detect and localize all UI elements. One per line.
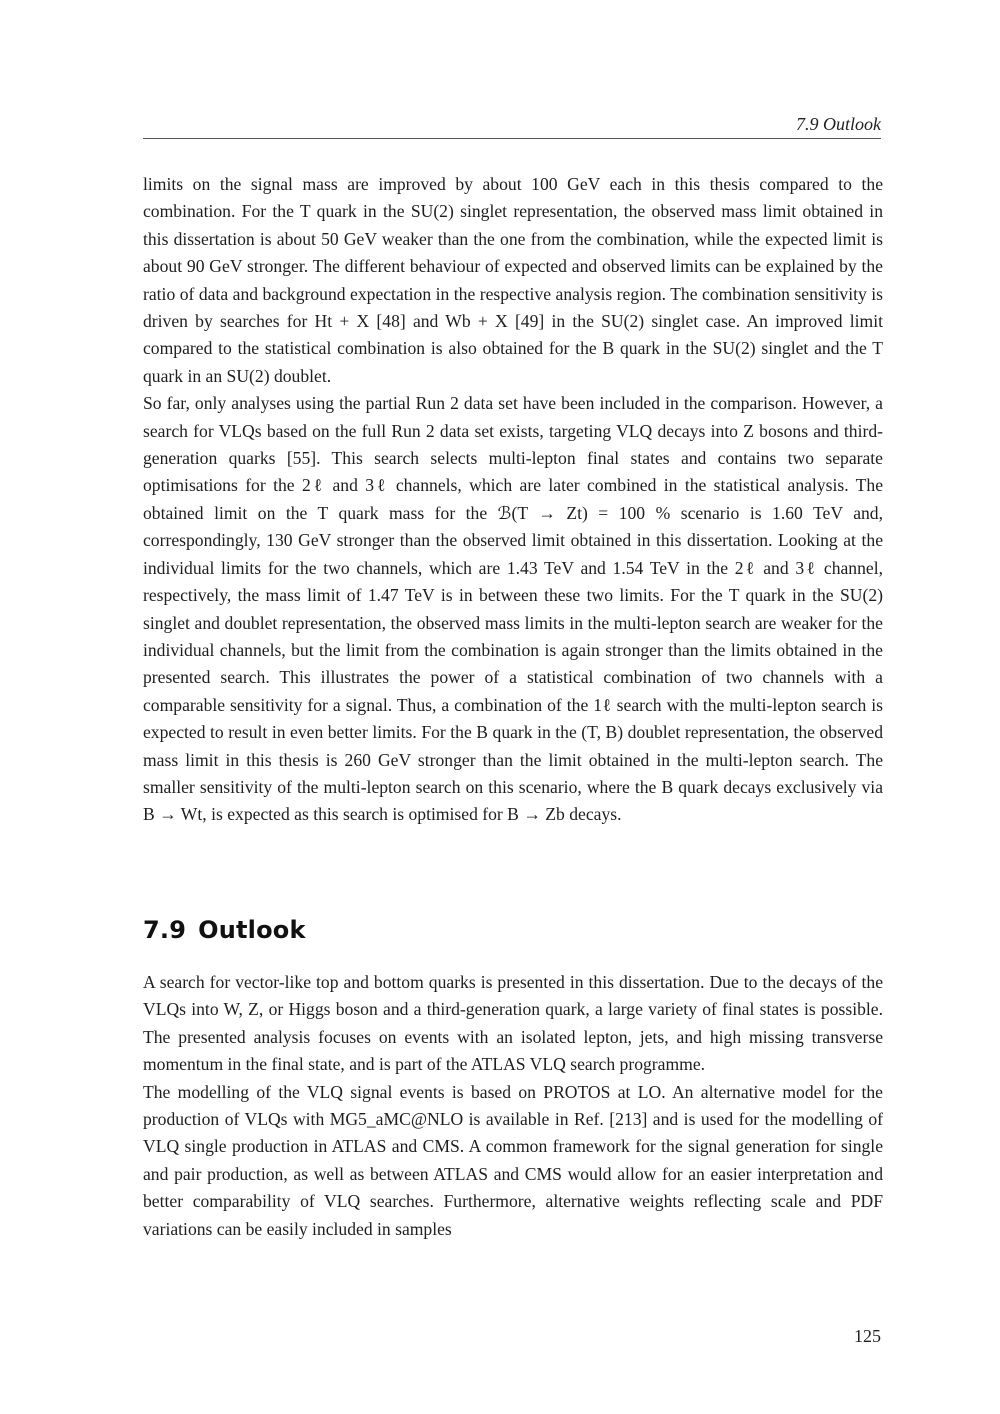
page-number: 125 [854, 1326, 881, 1346]
paragraph-limits-comparison: limits on the signal mass are improved by about 100 GeV each in this thesis compared to the combination. For the T quark in the SU(2) singlet representation, the observed mass limit obtained in this dissertation is about 50 GeV weaker than the one from the combination, while the expected limit is about 90 GeV stronger. The different behaviour of expected and observed limits can be explained by the ratio of data and background expectation in the respective analysis region. The combination sensitivity is driven by searches for Ht + X [48] and Wb + X [49] in the SU(2) singlet case. An improved limit compared to the statistical combination is also obtained for the B quark in the SU(2) singlet and the T quark in an SU(2) doublet. [143, 174, 883, 386]
paragraph-outlook-intro: A search for vector-like top and bottom quarks is presented in this dissertation. Due to the decays of the VLQs into W, Z, or Higgs boson and a third-generation quark, a large variety of final states is possible. The presented analysis focuses on events with an isolated lepton, jets, and high missing transverse momentum in the final state, and is part of the ATLAS VLQ search programme. [143, 972, 883, 1075]
paragraph-signal-modelling: The modelling of the VLQ signal events is based on PROTOS at LO. An alternative model for the production of VLQs with MG5_aMC@NLO is available in Ref. [213] and is used for the modelling of VLQ single production in ATLAS and CMS. A common framework for the signal generation for single and pair production, as well as between ATLAS and CMS would allow for an easier interpretation and better comparability of VLQ searches. Furthermore, alternative weights reflecting scale and PDF variations can be easily included in samples [143, 1081, 883, 1239]
section-number: 7.9 [143, 916, 187, 944]
header-rule [143, 138, 881, 139]
section-title: Outlook [198, 916, 306, 944]
paragraph-full-run2-comparison: So far, only analyses using the partial Run 2 data set have been included in the comparison. However, a search for VLQs based on the full Run 2 data set exists, targeting VLQ decays into Z bosons and third-generation quarks [55]. This search selects multi-lepton final states and contains two separate optimisations for the 2ℓ and 3ℓ channels, which are later combined in the statistical analysis. The obtained limit on the T quark mass for the ℬ(T → Zt) = 100 % scenario is 1.60 TeV and, correspondingly, 130 GeV stronger than the observed limit obtained in this dissertation. Looking at the individual limits for the two channels, which are 1.43 TeV and 1.54 TeV in the 2ℓ and 3ℓ channel, respectively, the mass limit of 1.47 TeV is in between these two limits. For the T quark in the SU(2) singlet and doublet representation, the observed mass limits in the multi-lepton search are weaker for the individual channels, but the limit from the combination is again stronger than the limits obtained in the presented search. This illustrates the power of a statistical combination of two channels with a comparable sensitivity for a signal. Thus, a combination of the 1ℓ search with the multi-lepton search is expected to result in even better limits. For the B quark in the (T, B) doublet representation, the observed mass limit in this thesis is 260 GeV stronger than the limit obtained in the multi-lepton search. The smaller sensitivity of the multi-lepton search on this scenario, where the B quark decays exclusively via B → Wt, is expected as this search is optimised for B → Zb decays. [143, 393, 883, 825]
body-text-outlook [143, 969, 883, 1243]
body-text-top [143, 171, 883, 829]
running-header: 7.9 Outlook [796, 114, 881, 134]
section-heading [143, 916, 306, 944]
